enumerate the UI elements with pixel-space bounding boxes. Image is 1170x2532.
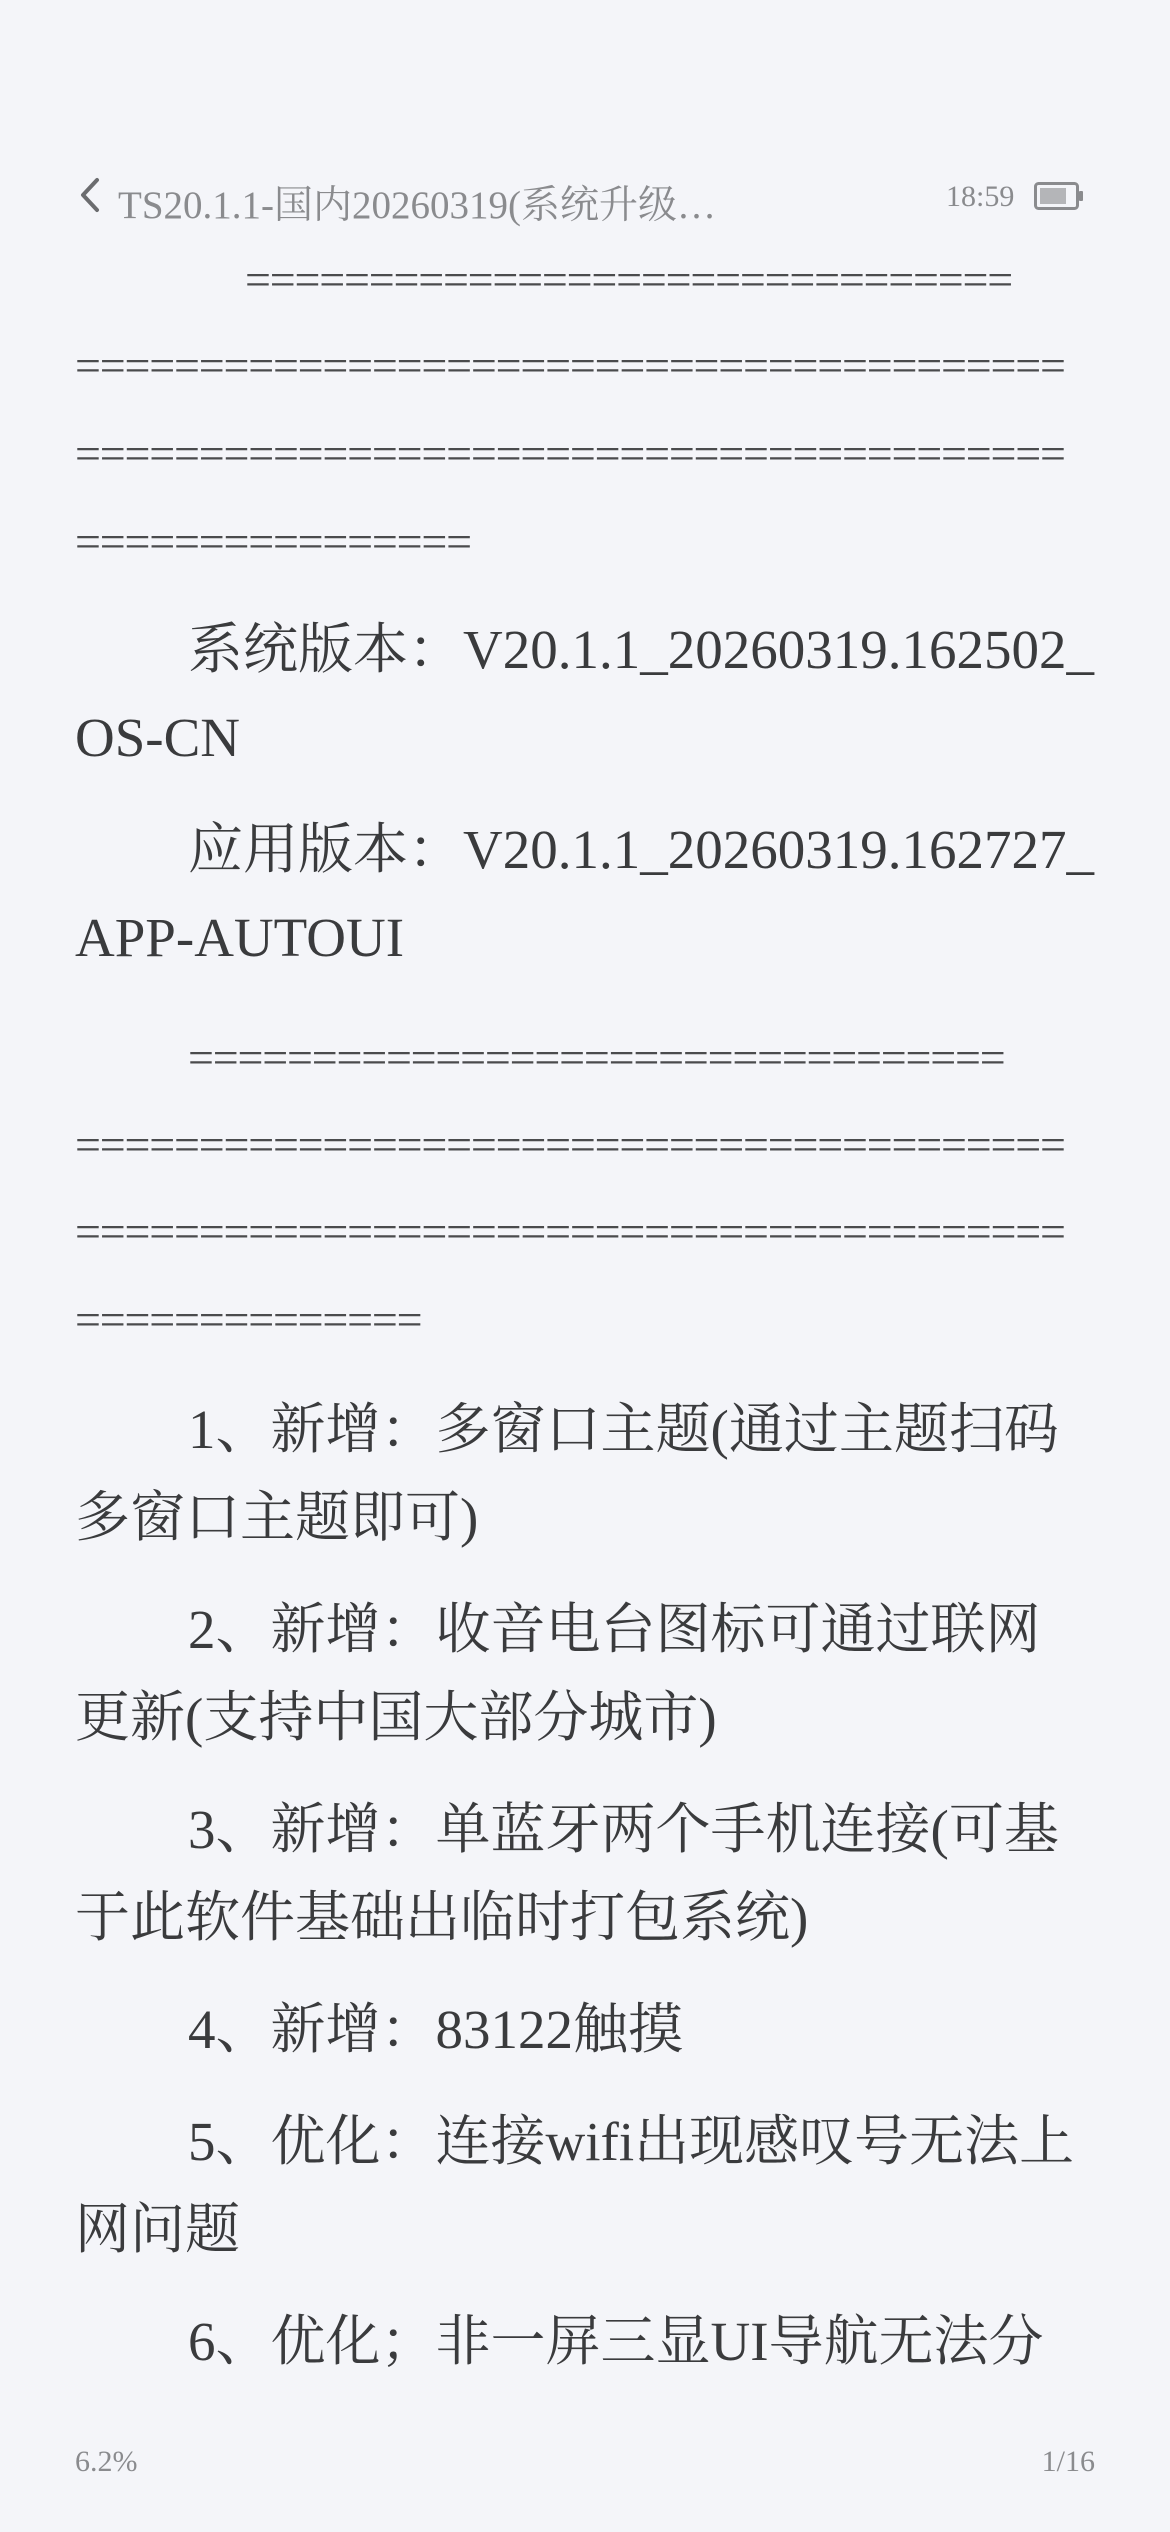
changelog-line: 于此软件基础出临时打包系统) — [75, 1887, 809, 1948]
separator-line: ======================================== — [75, 1206, 1065, 1257]
separator-line: ================ — [75, 516, 471, 567]
separator-line: ============== — [75, 1294, 422, 1345]
changelog-line: 4、新增：83122触摸 — [188, 1999, 684, 2060]
app-version-line: 应用版本：V20.1.1_20260319.162727_ — [188, 819, 1094, 880]
separator-line: =============================== — [245, 254, 1013, 305]
clock: 18:59 — [946, 180, 1015, 213]
system-version-line: OS-CN — [75, 707, 241, 768]
page-indicator: 1/16 — [1041, 2445, 1095, 2478]
separator-line: ======================================== — [75, 1119, 1065, 1170]
battery-icon — [1034, 182, 1084, 210]
changelog-line: 多窗口主题即可) — [75, 1487, 479, 1548]
separator-line: ======================================== — [75, 428, 1065, 479]
reading-progress: 6.2% — [75, 2445, 138, 2478]
changelog-line: 1、新增：多窗口主题(通过主题扫码 — [188, 1399, 1059, 1460]
book-title: TS20.1.1-国内20260319(系统升级… — [118, 184, 716, 227]
separator-line: ======================================== — [75, 340, 1065, 391]
changelog-line: 更新(支持中国大部分城市) — [75, 1687, 717, 1748]
changelog-line: 3、新增：单蓝牙两个手机连接(可基 — [188, 1799, 1059, 1860]
system-version-line: 系统版本：V20.1.1_20260319.162502_ — [188, 619, 1094, 680]
back-button[interactable] — [70, 170, 110, 220]
changelog-line: 网问题 — [75, 2199, 241, 2260]
changelog-line: 5、优化：连接wifi出现感叹号无法上 — [188, 2111, 1075, 2172]
changelog-line: 6、优化；非一屏三显UI导航无法分 — [188, 2311, 1044, 2372]
changelog-line: 2、新增：收音电台图标可通过联网 — [188, 1599, 1041, 1660]
reader-header — [0, 150, 1170, 240]
separator-line: ================================= — [188, 1032, 1005, 1083]
chevron-left-icon — [79, 177, 101, 213]
app-version-line: APP-AUTOUI — [75, 907, 405, 968]
